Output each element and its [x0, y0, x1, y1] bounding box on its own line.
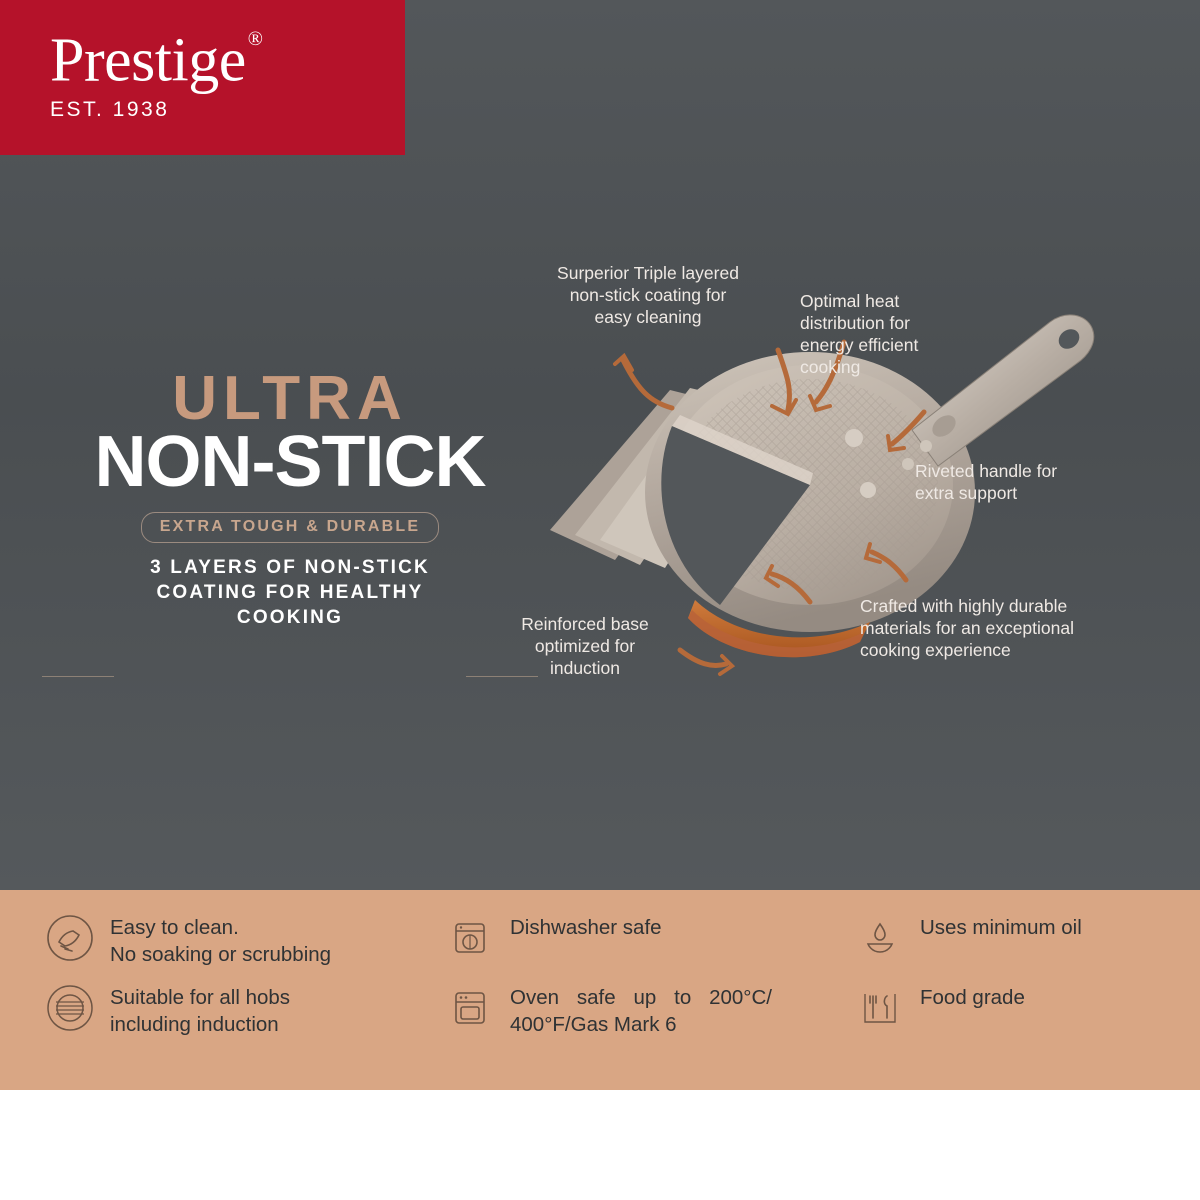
feature-oven-safe: [444, 982, 854, 1038]
headline-sub-line3: COOKING: [236, 607, 344, 628]
oil-drop-icon: [854, 912, 906, 964]
headline-sub-line1: 3 LAYERS OF NON-STICK: [150, 557, 430, 578]
oven-icon: [444, 982, 496, 1034]
headline-sub: [60, 555, 520, 630]
feature-food-grade: [854, 982, 1154, 1038]
food-grade-icon: [854, 982, 906, 1034]
headline-ultra: ULTRA: [172, 364, 408, 433]
feature-text: [510, 982, 772, 1038]
feature-dishwasher-safe: [444, 912, 854, 968]
feature-line-2: including induction: [110, 1013, 279, 1036]
headline-sub-line2: COATING FOR HEALTHY: [156, 582, 424, 603]
feature-row-2: [44, 982, 1156, 1038]
feature-text: [110, 982, 290, 1038]
registered-mark: ®: [247, 28, 263, 50]
induction-hob-icon: [44, 982, 96, 1034]
headline-nonstick: NON-STICK: [94, 422, 486, 502]
feature-line-2: No soaking or scrubbing: [110, 943, 332, 966]
callout-handle: Riveted handle for extra support: [915, 461, 1058, 503]
feature-minimum-oil: [854, 912, 1154, 968]
feature-line-1: Suitable for all hobs: [110, 986, 291, 1009]
feature-line-1: Easy to clean.: [110, 916, 239, 939]
callout-materials: Crafted with highly durable materials for an exceptional cooking experience: [860, 596, 1074, 660]
headline-block: [60, 364, 520, 630]
brand-name-text: Prestige: [50, 26, 246, 95]
feature-line-1: Oven safe up to 200°C/ 400°F/Gas Mark 6: [510, 986, 772, 1036]
dishwasher-icon: [444, 912, 496, 964]
callout-heat: Optimal heat distribution for energy efficient cooking: [800, 291, 919, 377]
divider-left: [42, 676, 114, 677]
headline-badge: EXTRA TOUGH & DURABLE: [141, 512, 439, 543]
brand-established: EST. 1938: [50, 97, 170, 121]
feature-line-1: Uses minimum oil: [920, 916, 1082, 939]
hand-wipe-icon: [44, 912, 96, 964]
feature-line-1: Dishwasher safe: [510, 916, 662, 939]
callout-base: Reinforced base optimized for induction: [521, 614, 649, 678]
brand-block: [0, 0, 405, 155]
brand-name: [50, 22, 263, 95]
feature-line-1: Food grade: [920, 986, 1025, 1009]
feature-text: [920, 982, 1025, 1011]
feature-row-1: [44, 912, 1156, 968]
feature-all-hobs: [44, 982, 444, 1038]
feature-text: [920, 912, 1082, 941]
callout-coating: Surperior Triple layered non-stick coating for easy cleaning: [557, 263, 739, 327]
feature-bar: [0, 890, 1200, 1090]
feature-easy-to-clean: [44, 912, 444, 968]
feature-text: [510, 912, 662, 941]
feature-text: [110, 912, 331, 968]
footer-whitespace: [0, 1090, 1200, 1200]
